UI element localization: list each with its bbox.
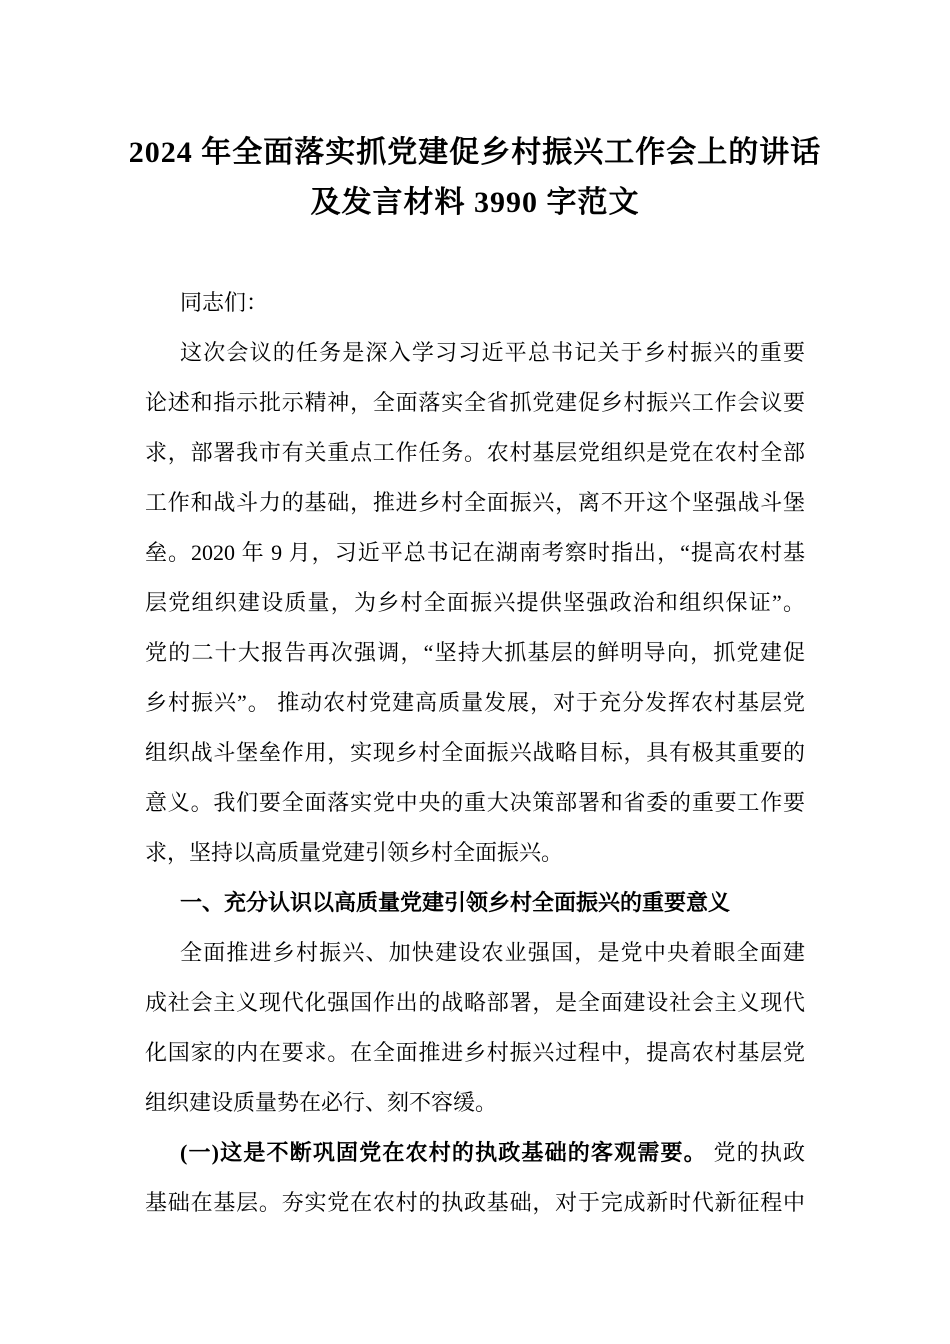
text-segment: 工作和战斗力的基础，推进乡村全面振兴，离不开这个坚强战斗堡 — [145, 490, 805, 515]
bold-text-segment: (一)这是不断巩固党在农村的执政基础的客观需要。 — [180, 1140, 707, 1165]
text-segment: 论述和指示批示精神，全面落实全省抓党建促乡村振兴工作会议要 — [145, 390, 805, 415]
text-segment: 意义。我们要全面落实党中央的重大决策部署和省委的重要工作要 — [145, 790, 805, 815]
text-line — [145, 428, 805, 478]
document-body — [0, 278, 950, 1228]
text-segment: 党的执政 — [706, 1140, 805, 1165]
text-segment: 同志们： — [180, 290, 269, 315]
text-segment: 组织建设质量势在必行、刻不容缓。 — [145, 1090, 498, 1115]
text-segment: 这次会议的任务是深入学习习近平总书记关于乡村振兴的重要 — [180, 340, 805, 365]
text-segment: 全面推进乡村振兴、加快建设农业强国，是党中央着眼全面建 — [180, 940, 805, 965]
text-line — [145, 478, 805, 528]
text-segment: 基础在基层。夯实党在农村的执政基础，对于完成新时代新征程中 — [145, 1190, 805, 1215]
text-line — [145, 378, 805, 428]
text-segment: 求，部署我市有关重点工作任务。农村基层党组织是党在农村全部 — [145, 440, 805, 465]
text-line — [145, 928, 805, 978]
text-line — [145, 728, 805, 778]
text-segment: 成社会主义现代化强国作出的战略部署，是全面建设社会主义现代 — [145, 990, 805, 1015]
text-segment: 组织战斗堡垒作用，实现乡村全面振兴战略目标，具有极其重要的 — [145, 740, 805, 765]
text-line — [145, 678, 805, 728]
text-line — [145, 528, 805, 578]
text-line — [145, 1078, 805, 1128]
title-line-2: 及发言材料 3990 字范文 — [310, 186, 640, 219]
text-line — [145, 628, 805, 678]
text-line — [145, 1028, 805, 1078]
text-line — [145, 828, 805, 878]
text-segment: 化国家的内在要求。在全面推进乡村振兴过程中，提高农村基层党 — [145, 1040, 805, 1065]
title-line-1: 2024 年全面落实抓党建促乡村振兴工作会上的讲话 — [128, 136, 822, 169]
text-line — [145, 978, 805, 1028]
text-line — [145, 1128, 805, 1178]
text-line — [145, 778, 805, 828]
text-segment: 求，坚持以高质量党建引领乡村全面振兴。 — [145, 840, 564, 865]
text-segment: 垒。2020 年 9 月，习近平总书记在湖南考察时指出，“提高农村基 — [145, 540, 805, 565]
text-segment: 党的二十大报告再次强调，“坚持大抓基层的鲜明导向，抓党建促 — [145, 640, 805, 665]
text-line — [145, 328, 805, 378]
text-segment: 乡村振兴”。 推动农村党建高质量发展，对于充分发挥农村基层党 — [145, 690, 805, 715]
bold-text-segment: 一、充分认识以高质量党建引领乡村全面振兴的重要意义 — [180, 890, 731, 915]
document-title — [0, 128, 950, 228]
text-line — [145, 278, 805, 328]
text-line — [145, 1178, 805, 1228]
text-segment: 层党组织建设质量，为乡村全面振兴提供坚强政治和组织保证”。 — [145, 590, 805, 615]
text-line — [145, 878, 805, 928]
text-line — [145, 578, 805, 628]
